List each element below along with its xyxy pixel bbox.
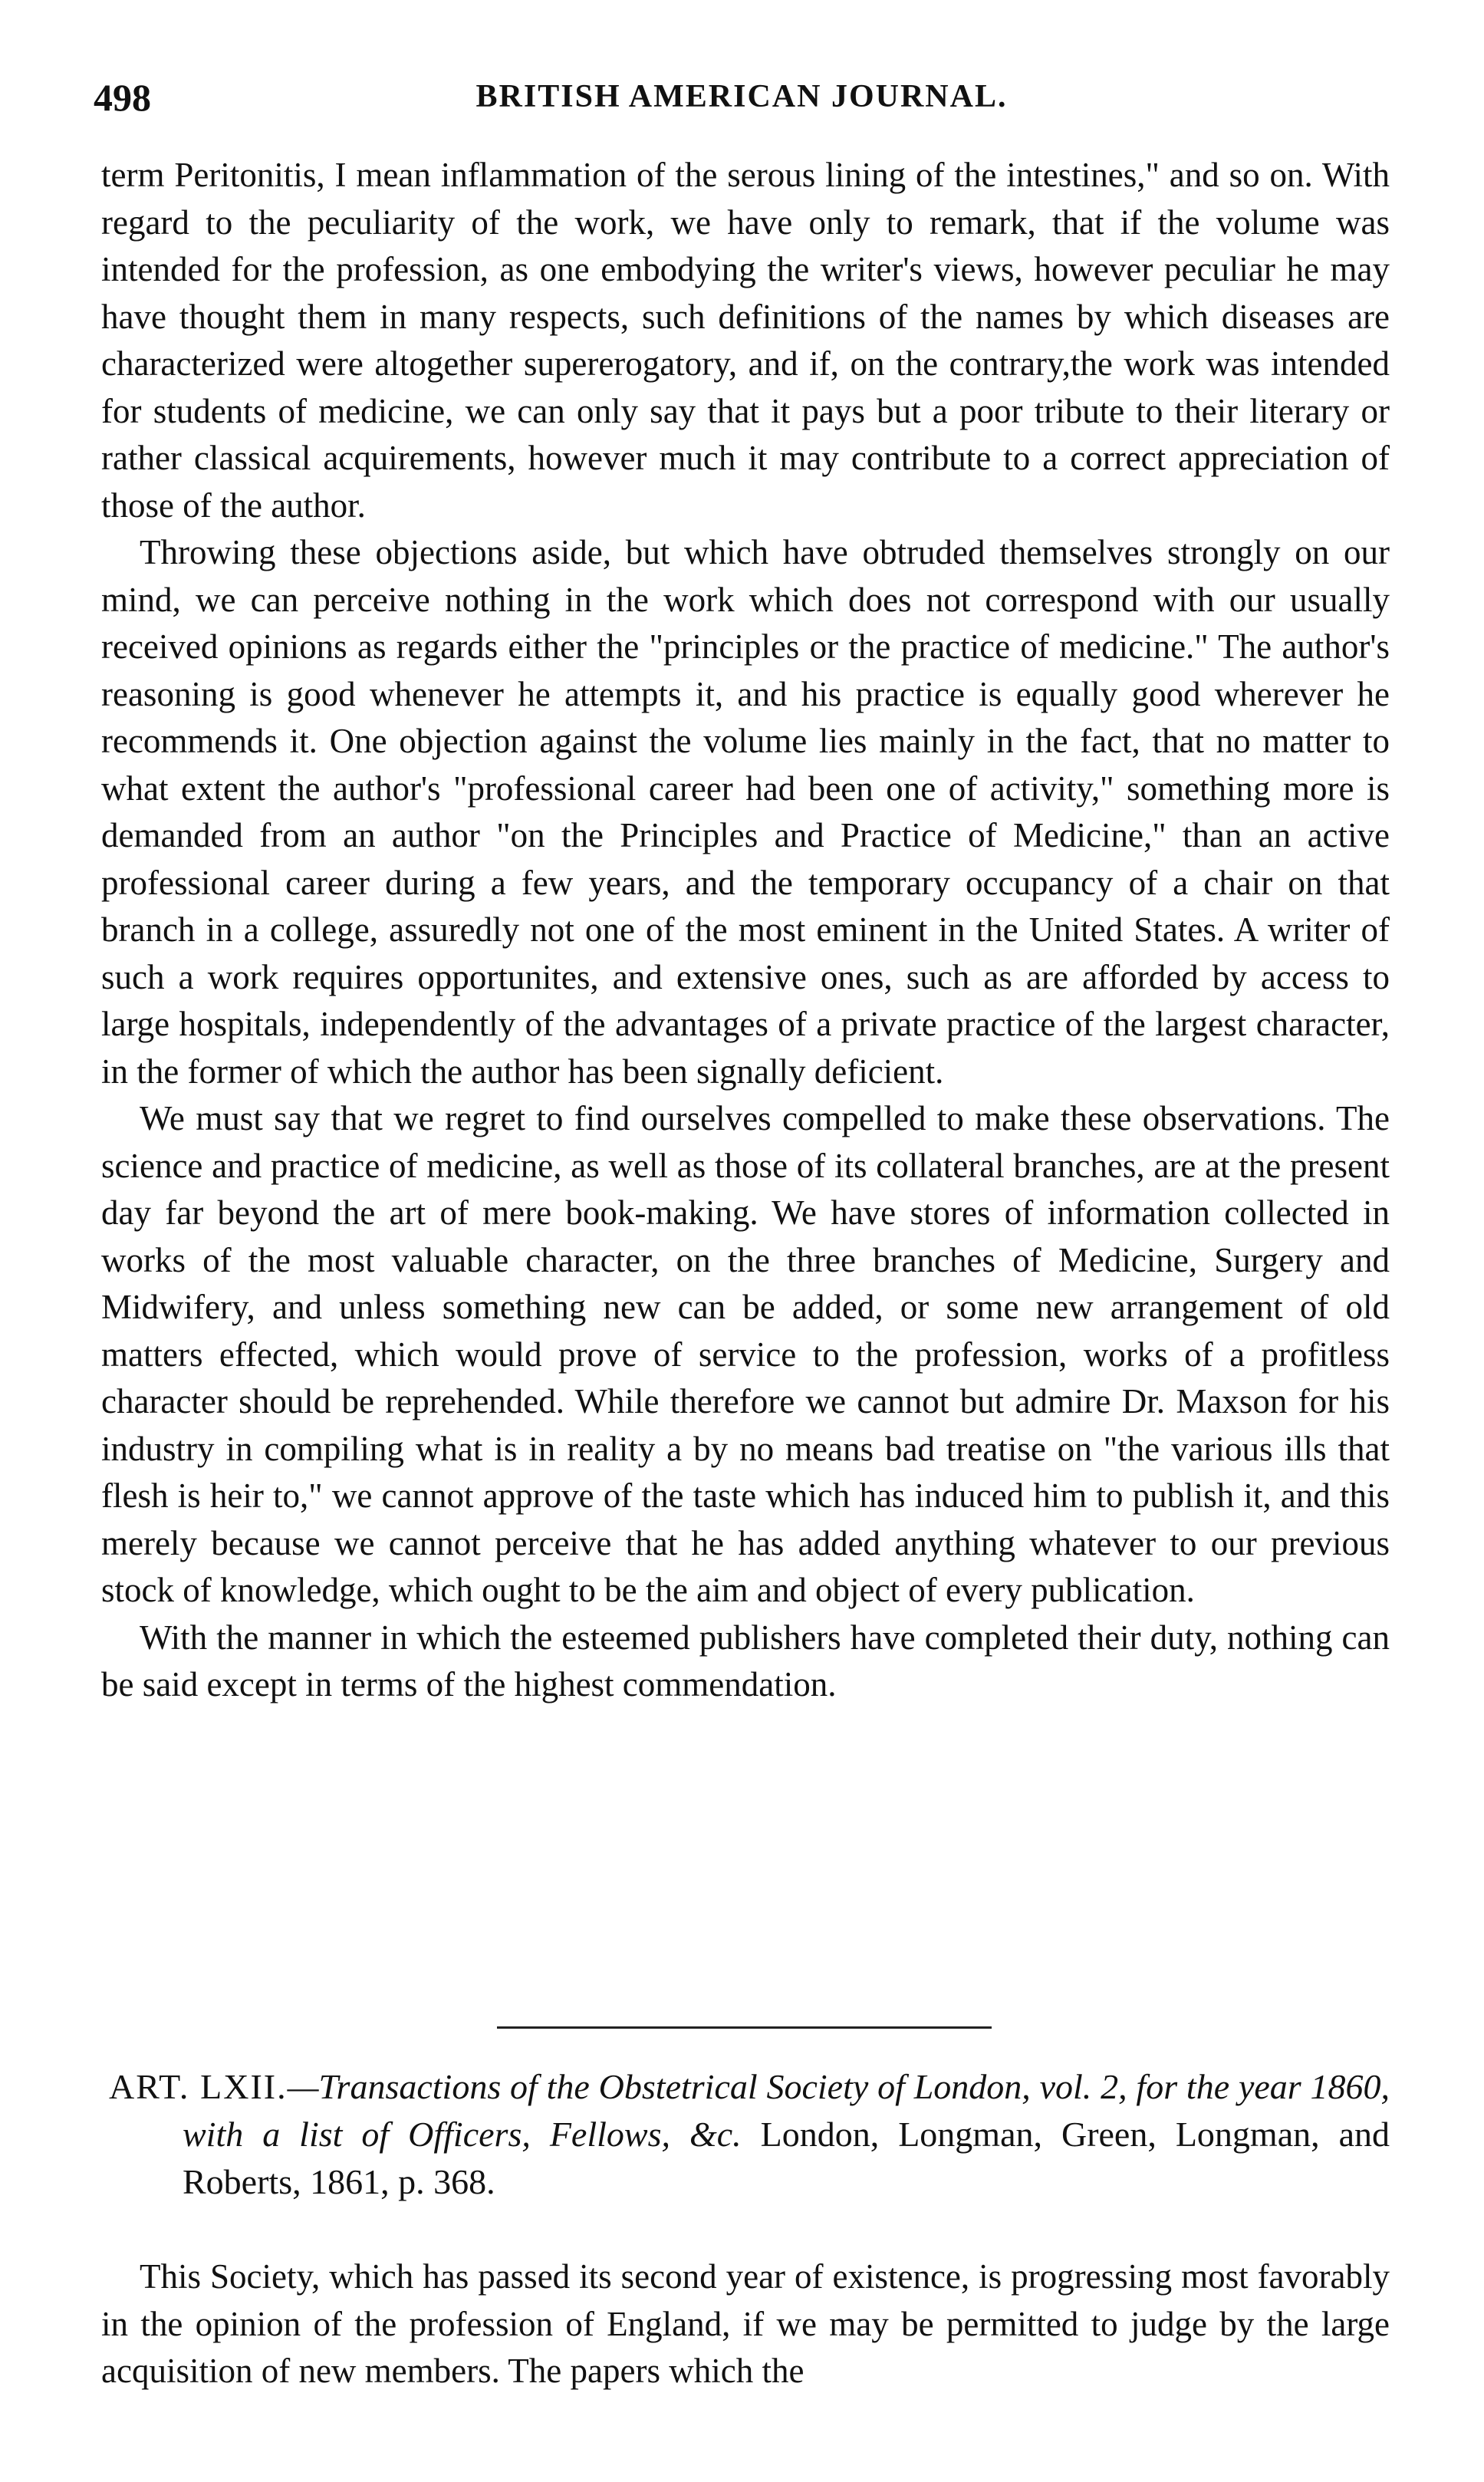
- page-number: 498: [94, 76, 151, 119]
- page-header: [94, 75, 1390, 129]
- review-text: [101, 152, 1390, 1709]
- paragraph-2: Throwing these objections aside, but which have obtruded themselves strongly on our mind, we can perceive nothing in the work which does not correspond with our usually received opinions as regards either the "principles or the practice of medicine." The author's reasoning is good whenever he attempts it, and his practice is equally good wherever he recommends it. One objection against the volume lies mainly in the fact, that no matter to what extent the author's "professional career had been one of activity," something more is demanded from an author "on the Principles and Practice of Medicine," than an active professional career during a few years, and the temporary occupancy of a chair on that branch in a college, assuredly not one of the most eminent in the United States. A writer of such a work requires opportunites, and extensive ones, such as are afforded by access to large hospitals, independently of the advantages of a private practice of the largest character, in the former of which the author has been signally deficient.: [101, 533, 1390, 1091]
- article-imprint: London, Longman, Green, Longman, and Roberts, 1861, p. 368.: [183, 2115, 1390, 2201]
- running-head: BRITISH AMERICAN JOURNAL.: [475, 79, 1008, 114]
- section-divider: [497, 2026, 992, 2029]
- paragraph-4: With the manner in which the esteemed publishers have completed their duty, nothing can be said except in terms of the highest commendation.: [101, 1618, 1390, 1703]
- article-title: —Transactions of the Obstetrical Society of London, vol. 2, for the year 1860, with a list of Officers, Fellows, &c.: [183, 2067, 1390, 2154]
- article-text: [101, 2253, 1390, 2395]
- article-heading: [109, 2063, 1390, 2206]
- article-opening-paragraph: This Society, which has passed its second year of existence, is progressing most favorably in the opinion of the profession of England, if we may be permitted to judge by the large acquisition of new members. The papers which the: [101, 2257, 1390, 2390]
- paragraph-3: We must say that we regret to find ourselves compelled to make these observations. The science and practice of medicine, as well as those of its collateral branches, are at the present day far beyond the art of mere book-making. We have stores of information collected in works of the most valuable character, on the three branches of Medicine, Surgery and Midwifery, and unless something new can be added, or some new arrangement of old matters effected, which would prove of service to the profession, works of a profitless character should be reprehended. While therefore we cannot but admire Dr. Maxson for his industry in compiling what is in reality a by no means bad treatise on "the various ills that flesh is heir to," we cannot approve of the taste which has induced him to publish it, and this merely because we cannot perceive that he has added anything whatever to our previous stock of knowledge, which ought to be the aim and object of every publication.: [101, 1099, 1390, 1609]
- article-label: ART. LXII.: [109, 2067, 288, 2106]
- paragraph-1: term Peritonitis, I mean inflammation of the serous lining of the intestines," and so on. With regard to the peculiarity of the work, we have only to remark, that if the volume was intended for the profession, as one embodying the writer's views, however peculiar he may have thought them in many respects, such definitions of the names by which diseases are characterized were altogether supererogatory, and if, on the contrary,the work was intended for students of medicine, we can only say that it pays but a poor tribute to their literary or rather classical acquirements, however much it may contribute to a correct appreciation of those of the author.: [101, 156, 1390, 525]
